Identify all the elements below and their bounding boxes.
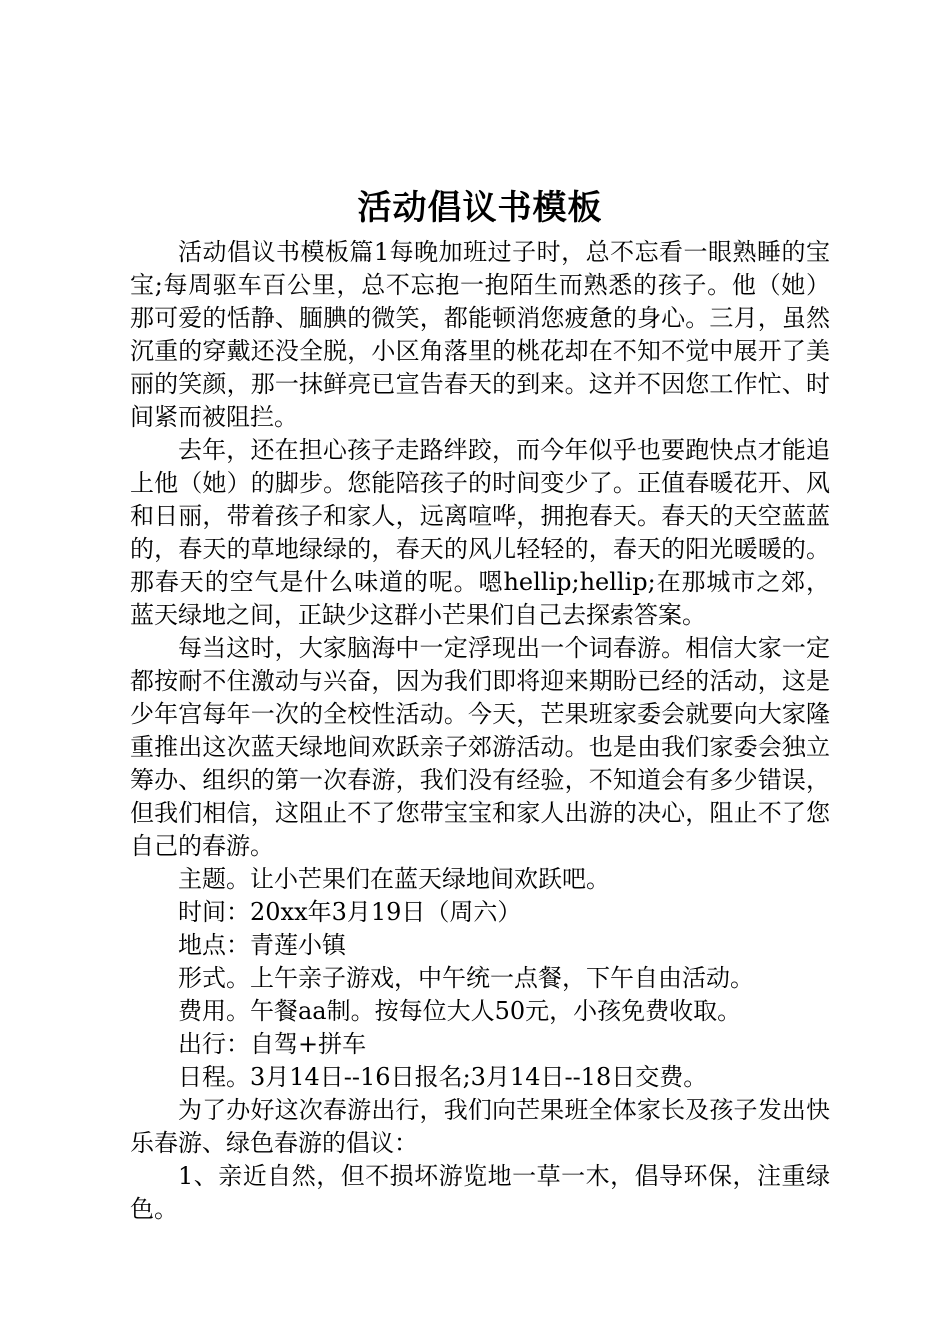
body-paragraph: 去年，还在担心孩子走路绊跤，而今年似乎也要跑快点才能追上他（她）的脚步。您能陪孩子的时间变少了。正值春暖花开、风和日丽，带着孩子和家人，远离喧哗，拥抱春天。春天的天空蓝蓝的，春天的草地绿绿的，春天的风儿轻轻的，春天的阳光暖暖的。那春天的空气是什么味道的呢。嗯hellip;hellip;在那城市之郊，蓝天绿地之间，正缺少这群小芒果们自己去探索答案。 (130, 436, 830, 629)
document-title: 活动倡议书模板 (357, 188, 603, 228)
closing-paragraph: 为了办好这次春游出行，我们向芒果班全体家长及孩子发出快乐春游、绿色春游的倡议： (130, 1096, 830, 1157)
detail-cost: 费用。午餐aa制。按每位大人50元，小孩免费收取。 (178, 997, 742, 1025)
detail-format: 形式。上午亲子游戏，中午统一点餐，下午自由活动。 (178, 964, 754, 992)
body-paragraph: 活动倡议书模板篇1每晚加班过子时，总不忘看一眼熟睡的宝宝;每周驱车百公里，总不忘抱一抱陌生而熟悉的孩子。他（她）那可爱的恬静、腼腆的微笑，都能顿消您疲惫的身心。三月，虽然沉重的穿戴还没全脱，小区角落里的桃花却在不知不觉中展开了美丽的笑颜，那一抹鲜亮已宣告春天的到来。这并不因您工作忙、时间紧而被阻拦。 (130, 238, 830, 431)
detail-transport: 出行：自驾+拼车 (178, 1030, 367, 1058)
detail-time: 时间：20xx年3月19日（周六） (178, 898, 522, 926)
detail-location: 地点：青莲小镇 (178, 931, 346, 959)
body-paragraph: 每当这时，大家脑海中一定浮现出一个词春游。相信大家一定都按耐不住激动与兴奋，因为我们即将迎来期盼已经的活动，这是少年宫每年一次的全校性活动。今天，芒果班家委会就要向大家隆重推出这次蓝天绿地间欢跃亲子郊游活动。也是由我们家委会独立筹办、组织的第一次春游，我们没有经验，不知道会有多少错误，但我们相信，这阻止不了您带宝宝和家人出游的决心，阻止不了您自己的春游。 (130, 634, 830, 860)
document-page (130, 180, 830, 1226)
proposal-item-1: 1、亲近自然，但不损坏游览地一草一木，倡导环保，注重绿色。 (130, 1162, 830, 1223)
detail-theme: 主题。让小芒果们在蓝天绿地间欢跃吧。 (178, 865, 610, 893)
detail-schedule: 日程。3月14日--16日报名;3月14日--18日交费。 (178, 1063, 708, 1091)
